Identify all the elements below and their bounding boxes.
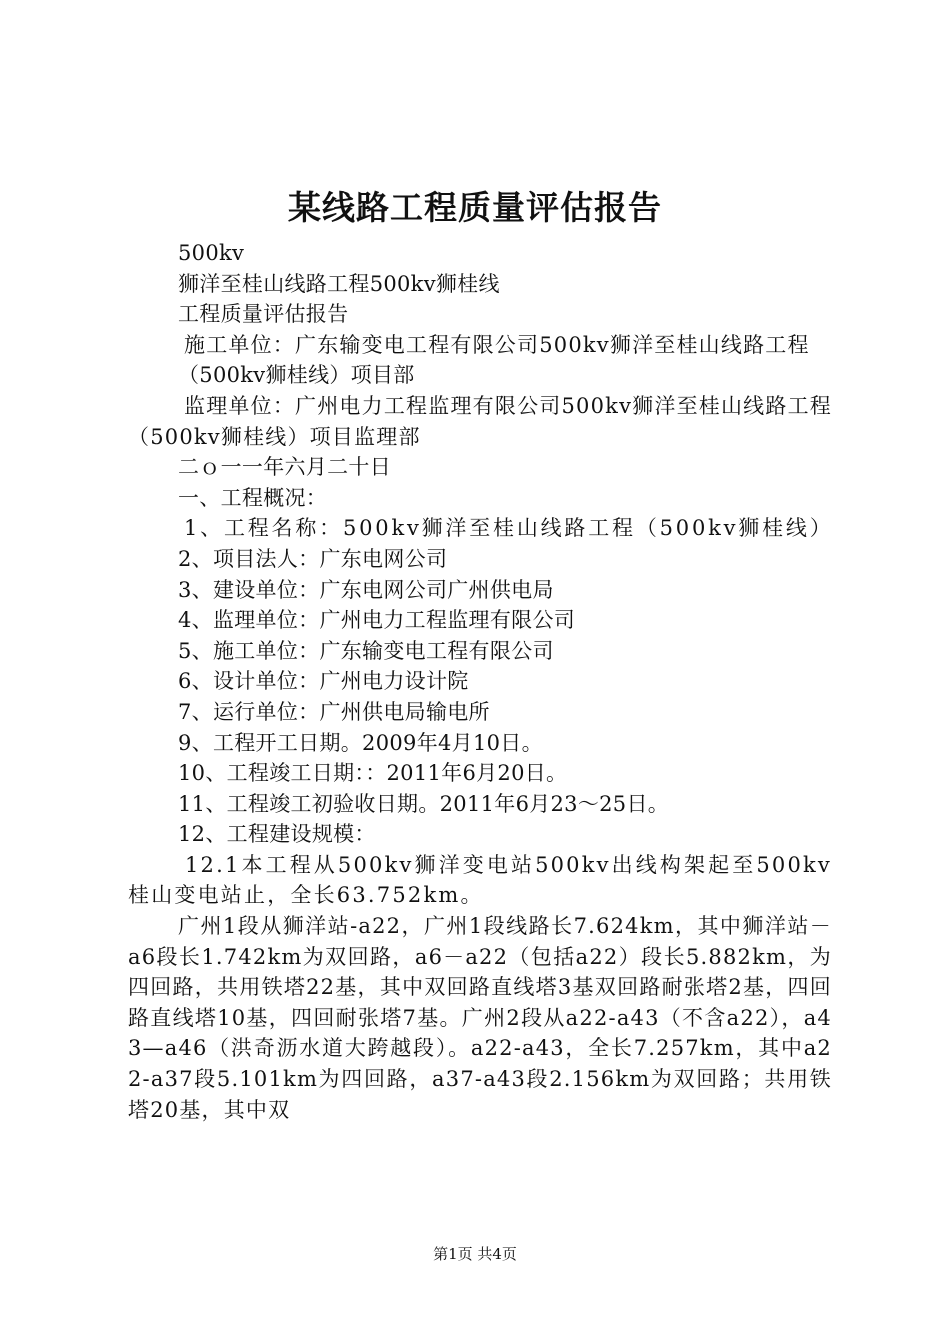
paragraph-item-12-1: 12.1本工程从500kv狮洋变电站500kv出线构架起至500kv桂山变电站止，全长63.752km。 (128, 852, 832, 908)
paragraph-item-12: 12、工程建设规模： (178, 822, 376, 847)
paragraph-supervision-unit: 监理单位：广州电力工程监理有限公司500kv狮洋至桂山线路工程（500kv狮桂线）项目监理部 (128, 393, 832, 449)
paragraph-item-4: 4、监理单位：广州电力工程监理有限公司 (178, 608, 576, 633)
paragraph-item-6: 6、设计单位：广州电力设计院 (178, 669, 469, 694)
paragraph-voltage: 500kv (178, 241, 245, 265)
paragraph-date: 二ｏ一一年六月二十日 (178, 455, 391, 480)
paragraph-item-2: 2、项目法人：广东电网公司 (178, 546, 448, 571)
document-title: 某线路工程质量评估报告 (288, 188, 662, 227)
document-body (128, 238, 832, 1125)
paragraph-item-10: 10、工程竣工日期：：2011年6月20日。 (178, 761, 568, 786)
paragraph-project-name: 狮洋至桂山线路工程500kv狮桂线 (178, 271, 500, 296)
paragraph-item-1: 1、工程名称：500kv狮洋至桂山线路工程（500kv狮桂线） (184, 516, 834, 541)
paragraph-project-dept: （500kv狮桂线）项目部 (178, 363, 415, 388)
paragraph-item-9: 9、工程开工日期。2009年4月10日。 (178, 730, 543, 755)
paragraph-section-heading: 一、工程概况： (178, 485, 328, 510)
paragraph-item-5: 5、施工单位：广东输变电工程有限公司 (178, 638, 554, 663)
page-footer: 第1页 共4页 (433, 1245, 517, 1263)
paragraph-item-3: 3、建设单位：广东电网公司广州供电局 (178, 577, 554, 602)
paragraph-guangzhou-sections: 广州1段从狮洋站-a22，广州1段线路长7.624km，其中狮洋站－a6段长1.742km为双回路，a6－a22（包括a22）段长5.882km，为四回路，共用铁塔22基，其中双回路直线塔3基双回路耐张塔2基，四回路直线塔10基，四回耐张塔7基。广州2段从a22-a43（不含a22），a43—a46（洪奇沥水道大跨越段）。a22-a43，全长7.257km，其中a22-a37段5.101km为四回路，a37-a43段2.156km为双回路；共用铁塔20基，其中双 (128, 914, 832, 1122)
paragraph-construction-unit: 施工单位：广东输变电工程有限公司500kv狮洋至桂山线路工程 (184, 332, 810, 357)
paragraph-item-11: 11、工程竣工初验收日期。2011年6月23～25日。 (178, 791, 670, 816)
paragraph-report-title: 工程质量评估报告 (178, 302, 349, 327)
paragraph-item-7: 7、运行单位：广州供电局输电所 (178, 699, 490, 724)
